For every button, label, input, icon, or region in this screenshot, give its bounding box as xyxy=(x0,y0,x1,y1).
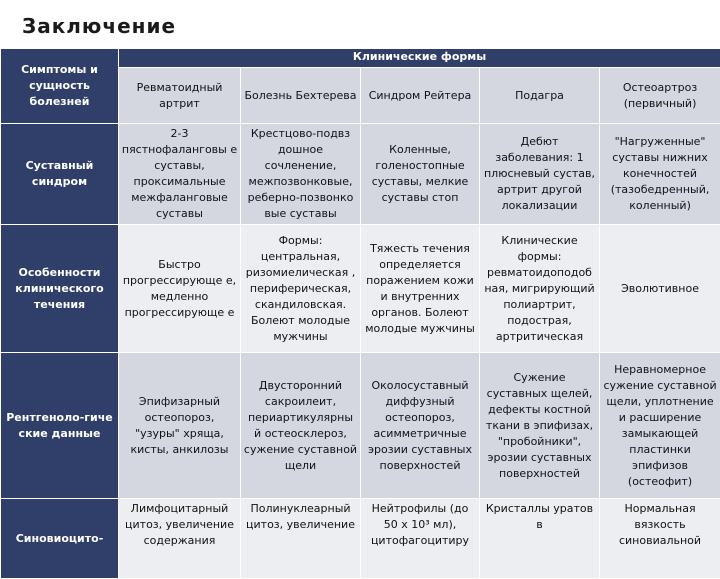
table-cell: Нейтрофилы (до 50 х 10³ мл), цитофагоцитиру xyxy=(361,499,480,579)
table-cell: Эволютивное xyxy=(600,225,720,353)
table-cell: Коленные, голеностопные суставы, мелкие суставы стоп xyxy=(361,124,480,225)
row-header: Суставный синдром xyxy=(1,124,119,225)
table-row xyxy=(1,353,720,499)
column-header: Остеоартроз (первичный) xyxy=(600,68,720,124)
clinical-forms-table xyxy=(0,48,720,579)
table-cell: "Нагруженные" суставы нижних конечностей (тазобедренный, коленный) xyxy=(600,124,720,225)
page-title: Заключение xyxy=(22,14,176,38)
table-cell: Клинические формы: ревматоидоподоб ная, мигрирующий полиартрит, подострая, артритическая xyxy=(480,225,600,353)
table-row xyxy=(1,225,720,353)
table-cell: Эпифизарный остеопороз, "узуры" хряща, кисты, анкилозы xyxy=(119,353,241,499)
table-cell: Полинуклеарный цитоз, увеличение xyxy=(241,499,361,579)
table-cell: Формы: центральная, ризомиелическая , периферическая, скандиловская. Болеют молодые мужчины xyxy=(241,225,361,353)
group-header: Клинические формы xyxy=(119,49,720,68)
table-row xyxy=(1,124,720,225)
table-cell: Неравномерное сужение суставной щели, уплотнение и расширение замыкающей пластинки эпифизов (остеофит) xyxy=(600,353,720,499)
table-cell: 2-3 пястнофаланговы е суставы, проксимальные межфаланговые суставы xyxy=(119,124,241,225)
table-cell: Двусторонний сакроилеит, периартикулярны й остеосклероз, сужение суставной щели xyxy=(241,353,361,499)
table-cell: Быстро прогрессирующе е, медленно прогрессирующе е xyxy=(119,225,241,353)
table-cell: Дебют заболевания: 1 плюсневый сустав, артрит другой локализации xyxy=(480,124,600,225)
table-row xyxy=(1,499,720,579)
row-header: Синовиоцито- xyxy=(1,499,119,579)
corner-header: Симптомы и сущность болезней xyxy=(1,49,119,124)
table-cell: Околосуставный диффузный остеопороз, асимметричные эрозии суставных поверхностей xyxy=(361,353,480,499)
row-header: Рентгеноло-гиче ские данные xyxy=(1,353,119,499)
table-cell: Тяжесть течения определяется поражением кожи и внутренних органов. Болеют молодые мужчины xyxy=(361,225,480,353)
row-header: Особенности клинического течения xyxy=(1,225,119,353)
column-header: Подагра xyxy=(480,68,600,124)
column-header: Синдром Рейтера xyxy=(361,68,480,124)
column-header: Ревматоидный артрит xyxy=(119,68,241,124)
table-cell: Крестцово-подвз дошное сочленение, межпозвонковые, реберно-позвонко вые суставы xyxy=(241,124,361,225)
table-cell: Лимфоцитарный цитоз, увеличение содержания xyxy=(119,499,241,579)
table-cell: Нормальная вязкость синовиальной xyxy=(600,499,720,579)
table-cell: Сужение суставных щелей, дефекты костной ткани в эпифизах, "пробойники", эрозии суставных поверхностей xyxy=(480,353,600,499)
column-header: Болезнь Бехтерева xyxy=(241,68,361,124)
table-cell: Кристаллы уратов в xyxy=(480,499,600,579)
